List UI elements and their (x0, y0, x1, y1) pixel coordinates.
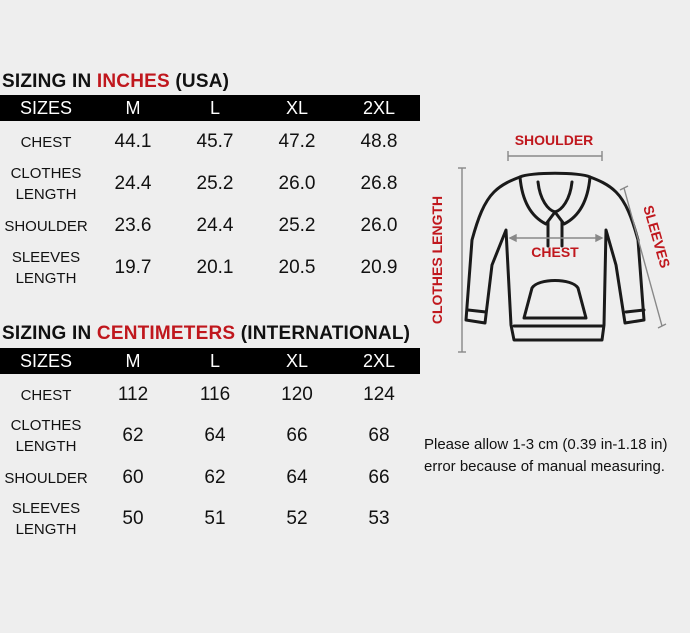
table-row (0, 380, 420, 410)
table-cell: 20.5 (278, 257, 316, 278)
table-cell: 64 (286, 467, 308, 488)
size-2xl-header: 2XL (362, 97, 396, 118)
row-label: SLEEVES LENGTH (11, 500, 81, 538)
table-row (0, 163, 420, 205)
table-cell: 120 (281, 384, 313, 405)
table-cell: 112 (117, 384, 149, 405)
table-cell: 25.2 (278, 215, 316, 236)
table-cell: 52 (286, 508, 308, 529)
shoulder-label: SHOULDER (514, 132, 594, 148)
table-cell: 24.4 (114, 173, 152, 194)
table-row (0, 211, 420, 241)
size-xl-header: XL (285, 97, 309, 118)
table-cell: 48.8 (360, 131, 398, 152)
table-row (0, 247, 420, 289)
table-cell: 60 (122, 467, 144, 488)
sizes-header: SIZES (19, 350, 72, 371)
hood-outline (520, 173, 590, 224)
size-m-header: M (125, 97, 141, 118)
row-label: CLOTHES LENGTH (10, 165, 82, 203)
table-cell: 116 (199, 384, 231, 405)
row-label: SHOULDER (4, 469, 88, 487)
table-cell: 19.7 (114, 257, 152, 278)
sizes-header: SIZES (19, 97, 72, 118)
size-m-header: M (125, 350, 141, 371)
table-cell: 26.0 (278, 173, 316, 194)
centimeters-section-title: SIZING IN CENTIMETERS (INTERNATIONAL) (2, 323, 411, 344)
table-cell: 45.7 (196, 131, 234, 152)
row-label: SHOULDER (4, 217, 88, 235)
table-cell: 26.8 (360, 173, 398, 194)
table-row (0, 498, 420, 540)
row-label: CHEST (20, 386, 72, 404)
measurement-note: Please allow 1-3 cm (0.39 in-1.18 in) error because of manual measuring. (424, 436, 668, 475)
sleeves-label: SLEEVES (640, 203, 674, 270)
table-cell: 68 (368, 425, 390, 446)
table-cell: 66 (286, 425, 308, 446)
pocket-outline (524, 281, 586, 319)
table-cell: 124 (363, 384, 395, 405)
table-cell: 25.2 (196, 173, 234, 194)
chest-label: CHEST (531, 244, 579, 260)
table-cell: 64 (204, 425, 226, 446)
table-cell: 62 (122, 425, 144, 446)
table-row (0, 415, 420, 457)
row-label: CHEST (20, 133, 72, 151)
table-row (0, 127, 420, 157)
hoodie-diagram (420, 120, 680, 370)
centimeters-header-row (0, 348, 420, 374)
table-cell: 23.6 (114, 215, 152, 236)
table-cell: 47.2 (278, 131, 316, 152)
size-l-header: L (209, 97, 220, 118)
clothes-length-label: CLOTHES LENGTH (429, 195, 445, 325)
inches-table (0, 95, 420, 121)
table-cell: 20.9 (360, 257, 398, 278)
row-label: SLEEVES LENGTH (11, 249, 81, 287)
inches-section-title: SIZING IN INCHES (USA) (2, 71, 230, 92)
table-cell: 51 (204, 508, 226, 529)
table-row (0, 463, 420, 493)
table-cell: 26.0 (360, 215, 398, 236)
table-cell: 44.1 (114, 131, 152, 152)
row-label: CLOTHES LENGTH (10, 417, 82, 455)
inches-header-row (0, 95, 420, 121)
centimeters-table (0, 348, 420, 374)
table-cell: 53 (368, 508, 390, 529)
size-xl-header: XL (285, 350, 309, 371)
table-cell: 24.4 (196, 215, 234, 236)
size-2xl-header: 2XL (362, 350, 396, 371)
table-cell: 20.1 (196, 257, 234, 278)
table-cell: 50 (122, 508, 144, 529)
table-cell: 66 (368, 467, 390, 488)
size-l-header: L (209, 350, 220, 371)
table-cell: 62 (204, 467, 226, 488)
